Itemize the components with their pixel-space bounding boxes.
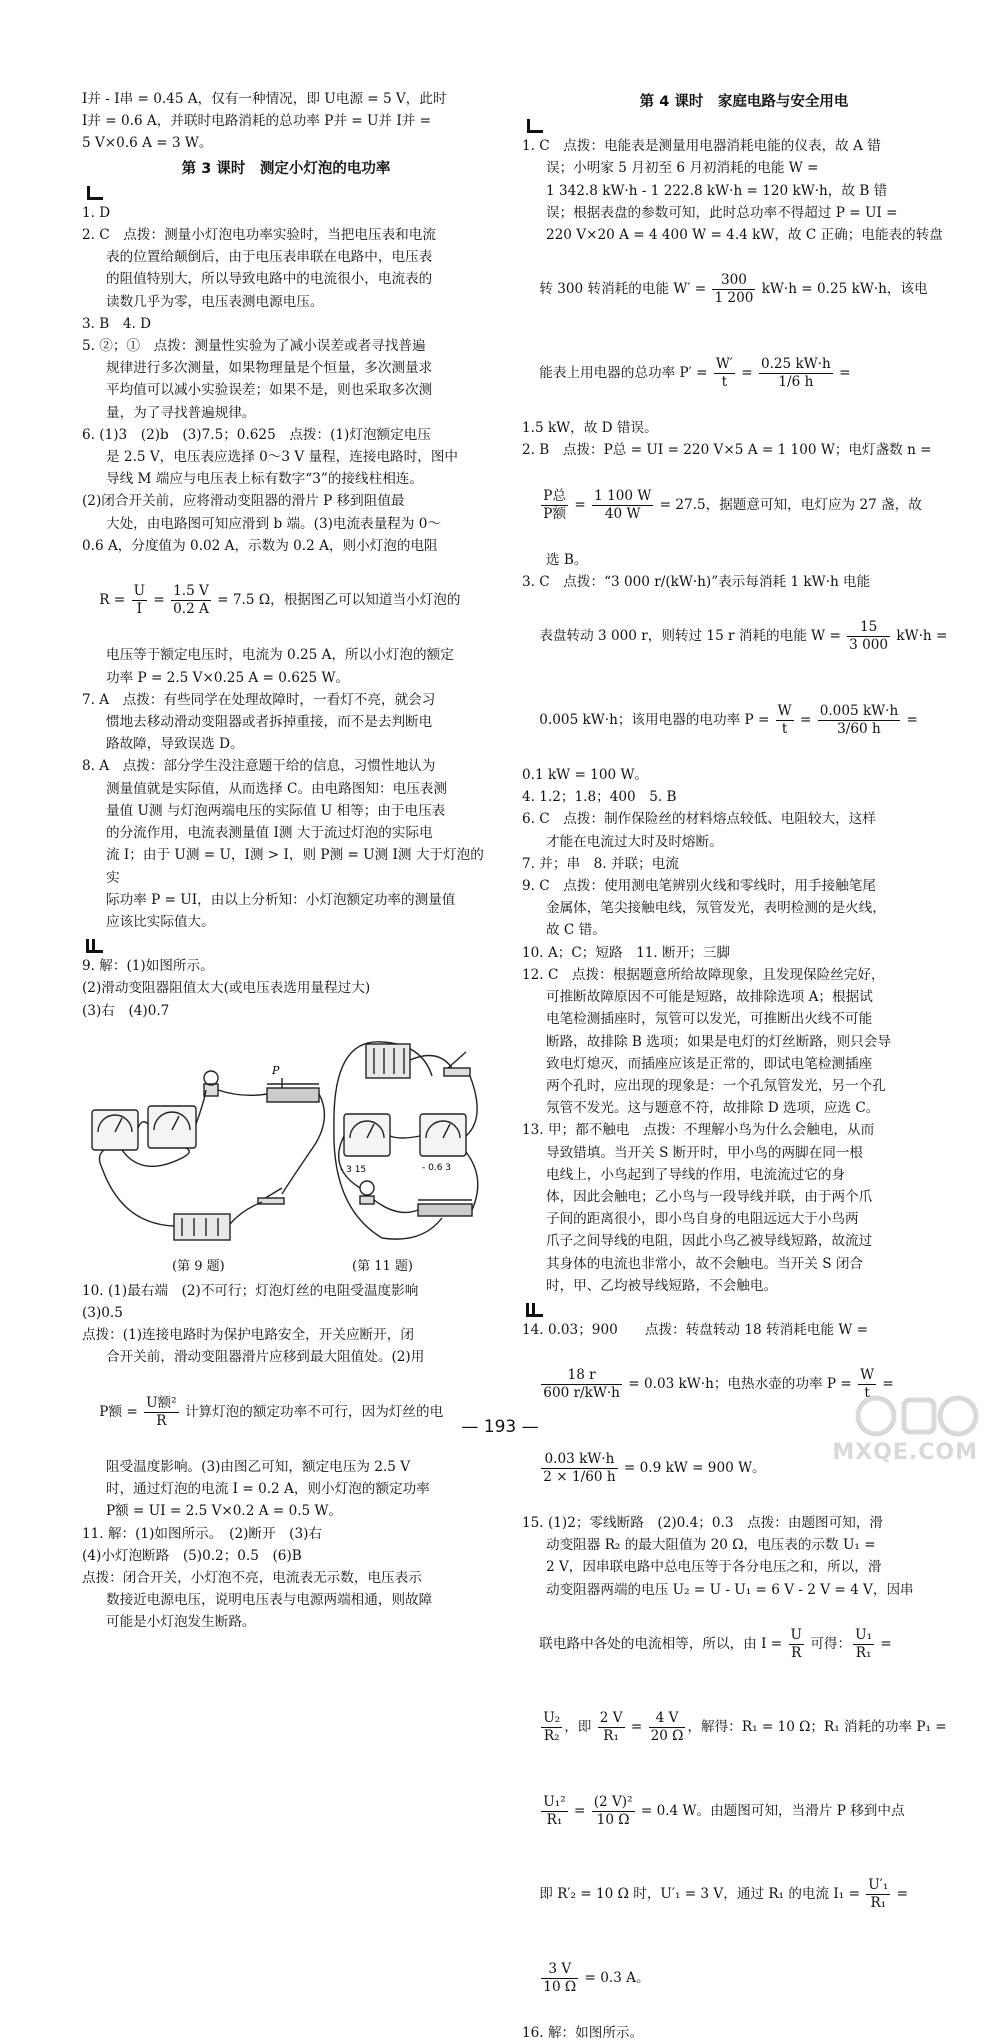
- answer-14: 14. 0.03；900 点拨：转盘转动 18 转消耗电能 W =: [522, 1321, 869, 1338]
- text-line: 点拨：(1)连接电路时为保护电路安全，开关应断开，闭: [82, 1327, 414, 1344]
- power-equation-2: 0.005 kW·h；该用电器的电功率 P = $\frac{W}{t}$ = $\frac{0.005 kW\cdot h}{3/60 h}$ =: [539, 702, 918, 737]
- text-line: 动变阻器两端的电压 U₂ = U - U₁ = 6 V - 2 V = 4 V，因串: [546, 1581, 914, 1598]
- answers-level2: [82, 955, 490, 1022]
- resistance-equation: R = $\frac{U}{I}$ = $\frac{1.5 V}{0.2 A}$ = 7.5 Ω，根据图乙可以知道当小灯泡的: [99, 583, 461, 618]
- text-line: 量，为了寻找普遍规律。: [106, 404, 256, 421]
- text-line: 量值 U测 与灯泡两端电压的实际值 U 相等；由于电压表: [106, 802, 446, 819]
- text-line: I并 - I串 = 0.45 A，仅有一种情况，即 U电源 = 5 V，此时: [82, 91, 447, 107]
- text-line: 2 V，因串联电路中总电压等于各分电压之和，所以，滑: [546, 1559, 882, 1576]
- text-line: 220 V×20 A = 4 400 W = 4.4 kW，故 C 正确；电能表的转盘: [546, 227, 943, 244]
- text-line: 体，因此会触电；乙小鸟与一段导线并联，由于两个爪: [546, 1188, 873, 1205]
- text-line: 大处，由电路图可知应滑到 b 端。(3)电流表量程为 0～: [106, 515, 442, 532]
- text-line: 可能是小灯泡发生断路。: [106, 1614, 256, 1631]
- text-line: 惯地去移动滑动变阻器或者拆掉重接，而不是去判断电: [106, 714, 433, 731]
- answer-3: [522, 549, 966, 593]
- text-line: 才能在电流过大时及时熔断。: [546, 833, 723, 850]
- energy-equation: 转 300 转消耗的电能 W′ = $\frac{300}{1 200}$ kW·h = 0.25 kW·h，该电: [539, 272, 928, 307]
- text-line: 数接近电源电压，说明电压表与电源两端相通，则故障: [106, 1592, 433, 1609]
- text-line: 7. A 点拨：有些同学在处理故障时，一看灯不亮，就会习: [82, 691, 436, 708]
- text-line: 13. 甲；都不触电 点拨：不理解小鸟为什么会触电，从而: [522, 1122, 875, 1139]
- text-line: 误；小明家 5 月初至 6 月初消耗的电能 W =: [546, 160, 819, 177]
- switch-icon: [444, 1068, 470, 1076]
- answer-15-eq3: $\frac{\text{U₁²}}{\text{R₁}}$ = $\frac{\text{(2 V)²}}{10 \Omega}$ = 0.4 W。由题图可知，当滑片 P 移到中点: [543, 1793, 905, 1828]
- energy-equation-2: 表盘转动 3 000 r，则转过 15 r 消耗的电能 W = $\frac{15}{3 000}$ kW·h =: [539, 619, 948, 654]
- watermark-icon: [852, 1390, 982, 1442]
- answer-16: 16. 解：如图所示。: [522, 2024, 644, 2041]
- fig9-caption: (第 9 题): [172, 1258, 225, 1274]
- text-line: 5. ②；① 点拨：测量性实验为了减小误差或者寻找普遍: [82, 338, 426, 355]
- answer-15: [522, 1512, 966, 1601]
- text-line: 0.1 kW = 100 W。: [522, 767, 649, 784]
- text-line: 5 V×0.6 A = 3 W。: [82, 135, 213, 152]
- watermark-logo: [832, 1390, 982, 1465]
- text-line: 选 B。: [546, 551, 588, 568]
- text-line: 1.5 kW，故 D 错误。: [522, 420, 658, 437]
- text-line: 的阻值特别大，所以导致电路中的电流很小，电流表的: [106, 271, 433, 288]
- answers-10: [82, 1280, 490, 1369]
- text-line: 1 342.8 kW·h - 1 222.8 kW·h = 120 kW·h，故 B 错: [546, 182, 888, 199]
- text-line: 应该比实际值大。: [106, 913, 215, 930]
- text-line: 子间的距离很小，即小鸟自身的电阻远远大于小鸟两: [546, 1211, 859, 1228]
- answer-1: [522, 135, 966, 246]
- section-title-lesson4: 第 4 课时 家庭电路与安全用电: [639, 94, 849, 110]
- text-line: 6. (1)3 (2)b (3)7.5；0.625 点拨：(1)灯泡额定电压: [82, 426, 431, 443]
- answers-10-11: [82, 1456, 490, 1634]
- text-line: 致电灯熄灭，而插座应该是正常的，即试电笔检测插座: [546, 1055, 873, 1072]
- text-line: 1. C 点拨：电能表是测量用电器消耗电能的仪表，故 A 错: [522, 138, 881, 155]
- section-title-lesson3: 第 3 课时 测定小灯泡的电功率: [181, 160, 391, 177]
- text-line: 0.6 A，分度值为 0.02 A，示数为 0.2 A，则小灯泡的电阻: [82, 537, 438, 554]
- text-line: 测量值就是实际值，从而选择 C。由电路图知：电压表测: [106, 780, 447, 797]
- text-line: 11. 解：(1)如图所示。 (2)断开 (3)右: [82, 1525, 323, 1542]
- level-2-icon: [84, 937, 106, 955]
- fig-label-n: - 0.6 3: [422, 1162, 452, 1173]
- text-line: 际功率 P = UI，由以上分析知：小灯泡额定功率的测量值: [106, 891, 456, 908]
- text-line: 电线上，小鸟起到了导线的作用，电流流过它的身: [546, 1166, 846, 1183]
- text-line: 3. C 点拨：“3 000 r/(kW·h)”表示每消耗 1 kW·h 电能: [522, 574, 871, 591]
- level-2-icon: [524, 1301, 546, 1319]
- text-line: I并 = 0.6 A，并联时电路消耗的总功率 P并 = U并 I并 =: [82, 113, 432, 130]
- voltmeter-icon: [92, 1110, 138, 1150]
- text-line: 2. B 点拨：P总 = UI = 220 V×5 A = 1 100 W；电灯盏数 n =: [522, 442, 932, 459]
- text-line: (3)0.5: [82, 1304, 123, 1321]
- text-line: P额 = UI = 2.5 V×0.2 A = 0.5 W。: [106, 1503, 343, 1520]
- text-line: 10. A；C；短路 11. 断开；三脚: [522, 944, 731, 961]
- text-line: 4. 1.2；1.8；400 5. B: [522, 789, 677, 806]
- lamp-count-equation: $\frac{\text{P总}}{\text{P额}}$ = $\frac{1 100 W}{40 W}$ = 27.5，据题意可知，电灯应为 27 盏，故: [543, 487, 922, 522]
- rheostat-icon: [418, 1204, 472, 1216]
- text-line: (3)右 (4)0.7: [82, 1002, 170, 1019]
- text-line: 路故障，导致误选 D。: [106, 736, 244, 753]
- text-line: 导线 M 端应与电压表上标有数字“3”的接线柱相连。: [106, 471, 423, 488]
- text-line: 时，甲、乙均被导线短路，不会触电。: [546, 1277, 778, 1294]
- switch-icon: [258, 1198, 284, 1204]
- text-line: 1. D: [82, 204, 111, 221]
- intro-block: [82, 88, 490, 155]
- text-line: 电笔检测插座时，氖管可以发光，可推断出火线不可能: [546, 1011, 873, 1028]
- text-line: (2)闭合开关前，应将滑动变阻器的滑片 P 移到阻值最: [82, 493, 405, 510]
- circuit-figures: [82, 1028, 490, 1280]
- answer-2: [522, 417, 966, 461]
- text-line: 导致错填。当开关 S 断开时，甲小鸟的两脚在同一根: [546, 1144, 864, 1161]
- text-line: 爪子之间导线的电阻，因此小鸟乙被导线短路，故流过: [546, 1233, 873, 1250]
- answers-level1-cont: [82, 644, 490, 933]
- text-line: 2. C 点拨：测量小灯泡电功率实验时，当把电压表和电流: [82, 227, 436, 244]
- text-line: 断路，故排除 B 选项；如果是电灯的灯丝断路，则只会导: [546, 1033, 891, 1050]
- text-line: 表的位置给颠倒后，由于电压表串联在电路中，电压表: [106, 249, 433, 266]
- text-line: 阻受温度影响。(3)由图乙可知，额定电压为 2.5 V: [106, 1458, 411, 1475]
- text-line: 的分流作用，电流表测量值 I测 大于流过灯泡的实际电: [106, 825, 433, 842]
- circuit-diagram-9-and-11: [82, 1028, 490, 1258]
- text-line: 可推断故障原因不可能是短路，故排除选项 A；根据试: [546, 989, 873, 1006]
- fig11-caption: (第 11 题): [352, 1258, 413, 1274]
- text-line: 动变阻器 R₂ 的最大阻值为 20 Ω，电压表的示数 U₁ =: [546, 1537, 876, 1554]
- text-line: 3. B 4. D: [82, 315, 152, 332]
- left-column: [82, 88, 490, 1634]
- level-1-icon: [524, 117, 546, 135]
- bulb-icon: [204, 1071, 218, 1085]
- text-line: 流 I；由于 U测 = U，I测 > I，则 P测 = U测 I测 大于灯泡的实: [106, 847, 484, 886]
- fig-label-p: P: [272, 1063, 280, 1077]
- fig-label-m: - 3 15: [340, 1164, 367, 1175]
- text-line: 氖管不发光。这与题意不符，故排除 D 选项，应选 C。: [546, 1100, 880, 1117]
- answer-15-eq1: 联电路中各处的电流相等，所以，由 I = $\frac{U}{R}$ 可得： $\frac{\text{U₁}}{\text{R₁}}$ =: [539, 1626, 892, 1661]
- page-number: — 193 —: [461, 1417, 539, 1437]
- text-line: 7. 并；串 8. 并联；电流: [522, 855, 679, 872]
- bulb-icon: [360, 1181, 374, 1195]
- answer-15-eq4: 即 R′₂ = 10 Ω 时，U′₁ = 3 V，通过 R₁ 的电流 I₁ = $\frac{\text{U′₁}}{\text{R₁}}$ =: [539, 1877, 909, 1912]
- text-line: (4)小灯泡断路 (5)0.2；0.5 (6)B: [82, 1547, 302, 1564]
- answer-14-eq1: $\frac{18 r}{600 r/kW\cdot h}$ = 0.03 kW·h；电热水壶的功率 P = $\frac{W}{t}$ =: [543, 1367, 894, 1402]
- answers-4-13: [522, 764, 966, 1297]
- text-line: 10. (1)最右端 (2)不可行；灯泡灯丝的电阻受温度影响: [82, 1282, 419, 1299]
- text-line: 12. C 点拨：根据题意所给故障现象，且发现保险丝完好，: [522, 966, 885, 983]
- text-line: 合开关前，滑动变阻器滑片应移到最大阻值处。(2)用: [106, 1349, 425, 1366]
- text-line: 电压等于额定电压时，电流为 0.25 A，所以小灯泡的额定: [106, 647, 454, 664]
- text-line: 规律进行多次测量，如果物理量是个恒量，多次测量求: [106, 360, 433, 377]
- watermark-url: MXQE.COM: [832, 1439, 978, 1465]
- text-line: 8. A 点拨：部分学生没注意题干给的信息，习惯性地认为: [82, 758, 436, 775]
- text-line: 9. C 点拨：使用测电笔辨别火线和零线时，用手接触笔尾: [522, 878, 876, 895]
- level-1-icon: [84, 184, 106, 202]
- power-equation-1: 能表上用电器的总功率 P′ = $\frac{W'}{t}$ = $\frac{0.25 kW\cdot h}{1/6 h}$ =: [539, 355, 851, 390]
- text-line: 功率 P = 2.5 V×0.25 A = 0.625 W。: [106, 669, 350, 686]
- text-line: 平均值可以减小实验误差；如果不是，则也采取多次测: [106, 382, 433, 399]
- text-line: 15. (1)2；零线断路 (2)0.4；0.3 点拨：由题图可知，滑: [522, 1514, 884, 1531]
- right-column: [522, 88, 966, 2044]
- answer-15-eq5: $\frac{3 V}{10 \Omega}$ = 0.3 A。: [543, 1960, 650, 1995]
- text-line: 两个孔时，应出现的现象是：一个孔氖管发光，另一个孔: [546, 1077, 886, 1094]
- text-line: 读数几乎为零，电压表测电源电压。: [106, 293, 324, 310]
- text-line: 故 C 错。: [546, 922, 606, 939]
- text-line: 时，通过灯泡的电流 I = 0.2 A，则小灯泡的额定功率: [106, 1481, 430, 1498]
- text-line: 是 2.5 V，电压表应选择 0～3 V 量程，连接电路时，图中: [106, 449, 459, 466]
- power-equation: P额 = $\frac{\text{U额²}}{R}$ 计算灯泡的额定功率不可行，因为灯丝的电: [99, 1394, 444, 1429]
- text-line: 误；根据表盘的参数可知，此时总功率不得超过 P = UI =: [546, 204, 898, 221]
- text-line: (2)滑动变阻器阻值太大(或电压表选用量程过大): [82, 980, 371, 997]
- text-line: 其身体的电流也非常小，故不会触电。当开关 S 闭合: [546, 1255, 864, 1272]
- answers-level1: [82, 202, 490, 557]
- answer-15-eq2: $\frac{\text{U₂}}{\text{R₂}}$ ，即 $\frac{2 V}{\text{R₁}}$ = $\frac{4 V}{20 \Omega}$ ，解得：R₁ = 10 Ω；R₁ 消耗的功率 P₁ =: [543, 1710, 947, 1745]
- text-line: 9. 解：(1)如图所示。: [82, 958, 214, 975]
- answer-14-eq2: $\frac{0.03 kW\cdot h}{2 \times 1/60 h}$ = 0.9 kW = 900 W。: [543, 1450, 766, 1485]
- text-line: 金属体，笔尖接触电线，氖管发光，表明检测的是火线，: [546, 900, 886, 917]
- text-line: 点拨：闭合开关，小灯泡不亮，电流表无示数，电压表示: [82, 1569, 422, 1586]
- rheostat-icon: [267, 1088, 319, 1102]
- text-line: 6. C 点拨：制作保险丝的材料熔点较低、电阻较大，这样: [522, 811, 876, 828]
